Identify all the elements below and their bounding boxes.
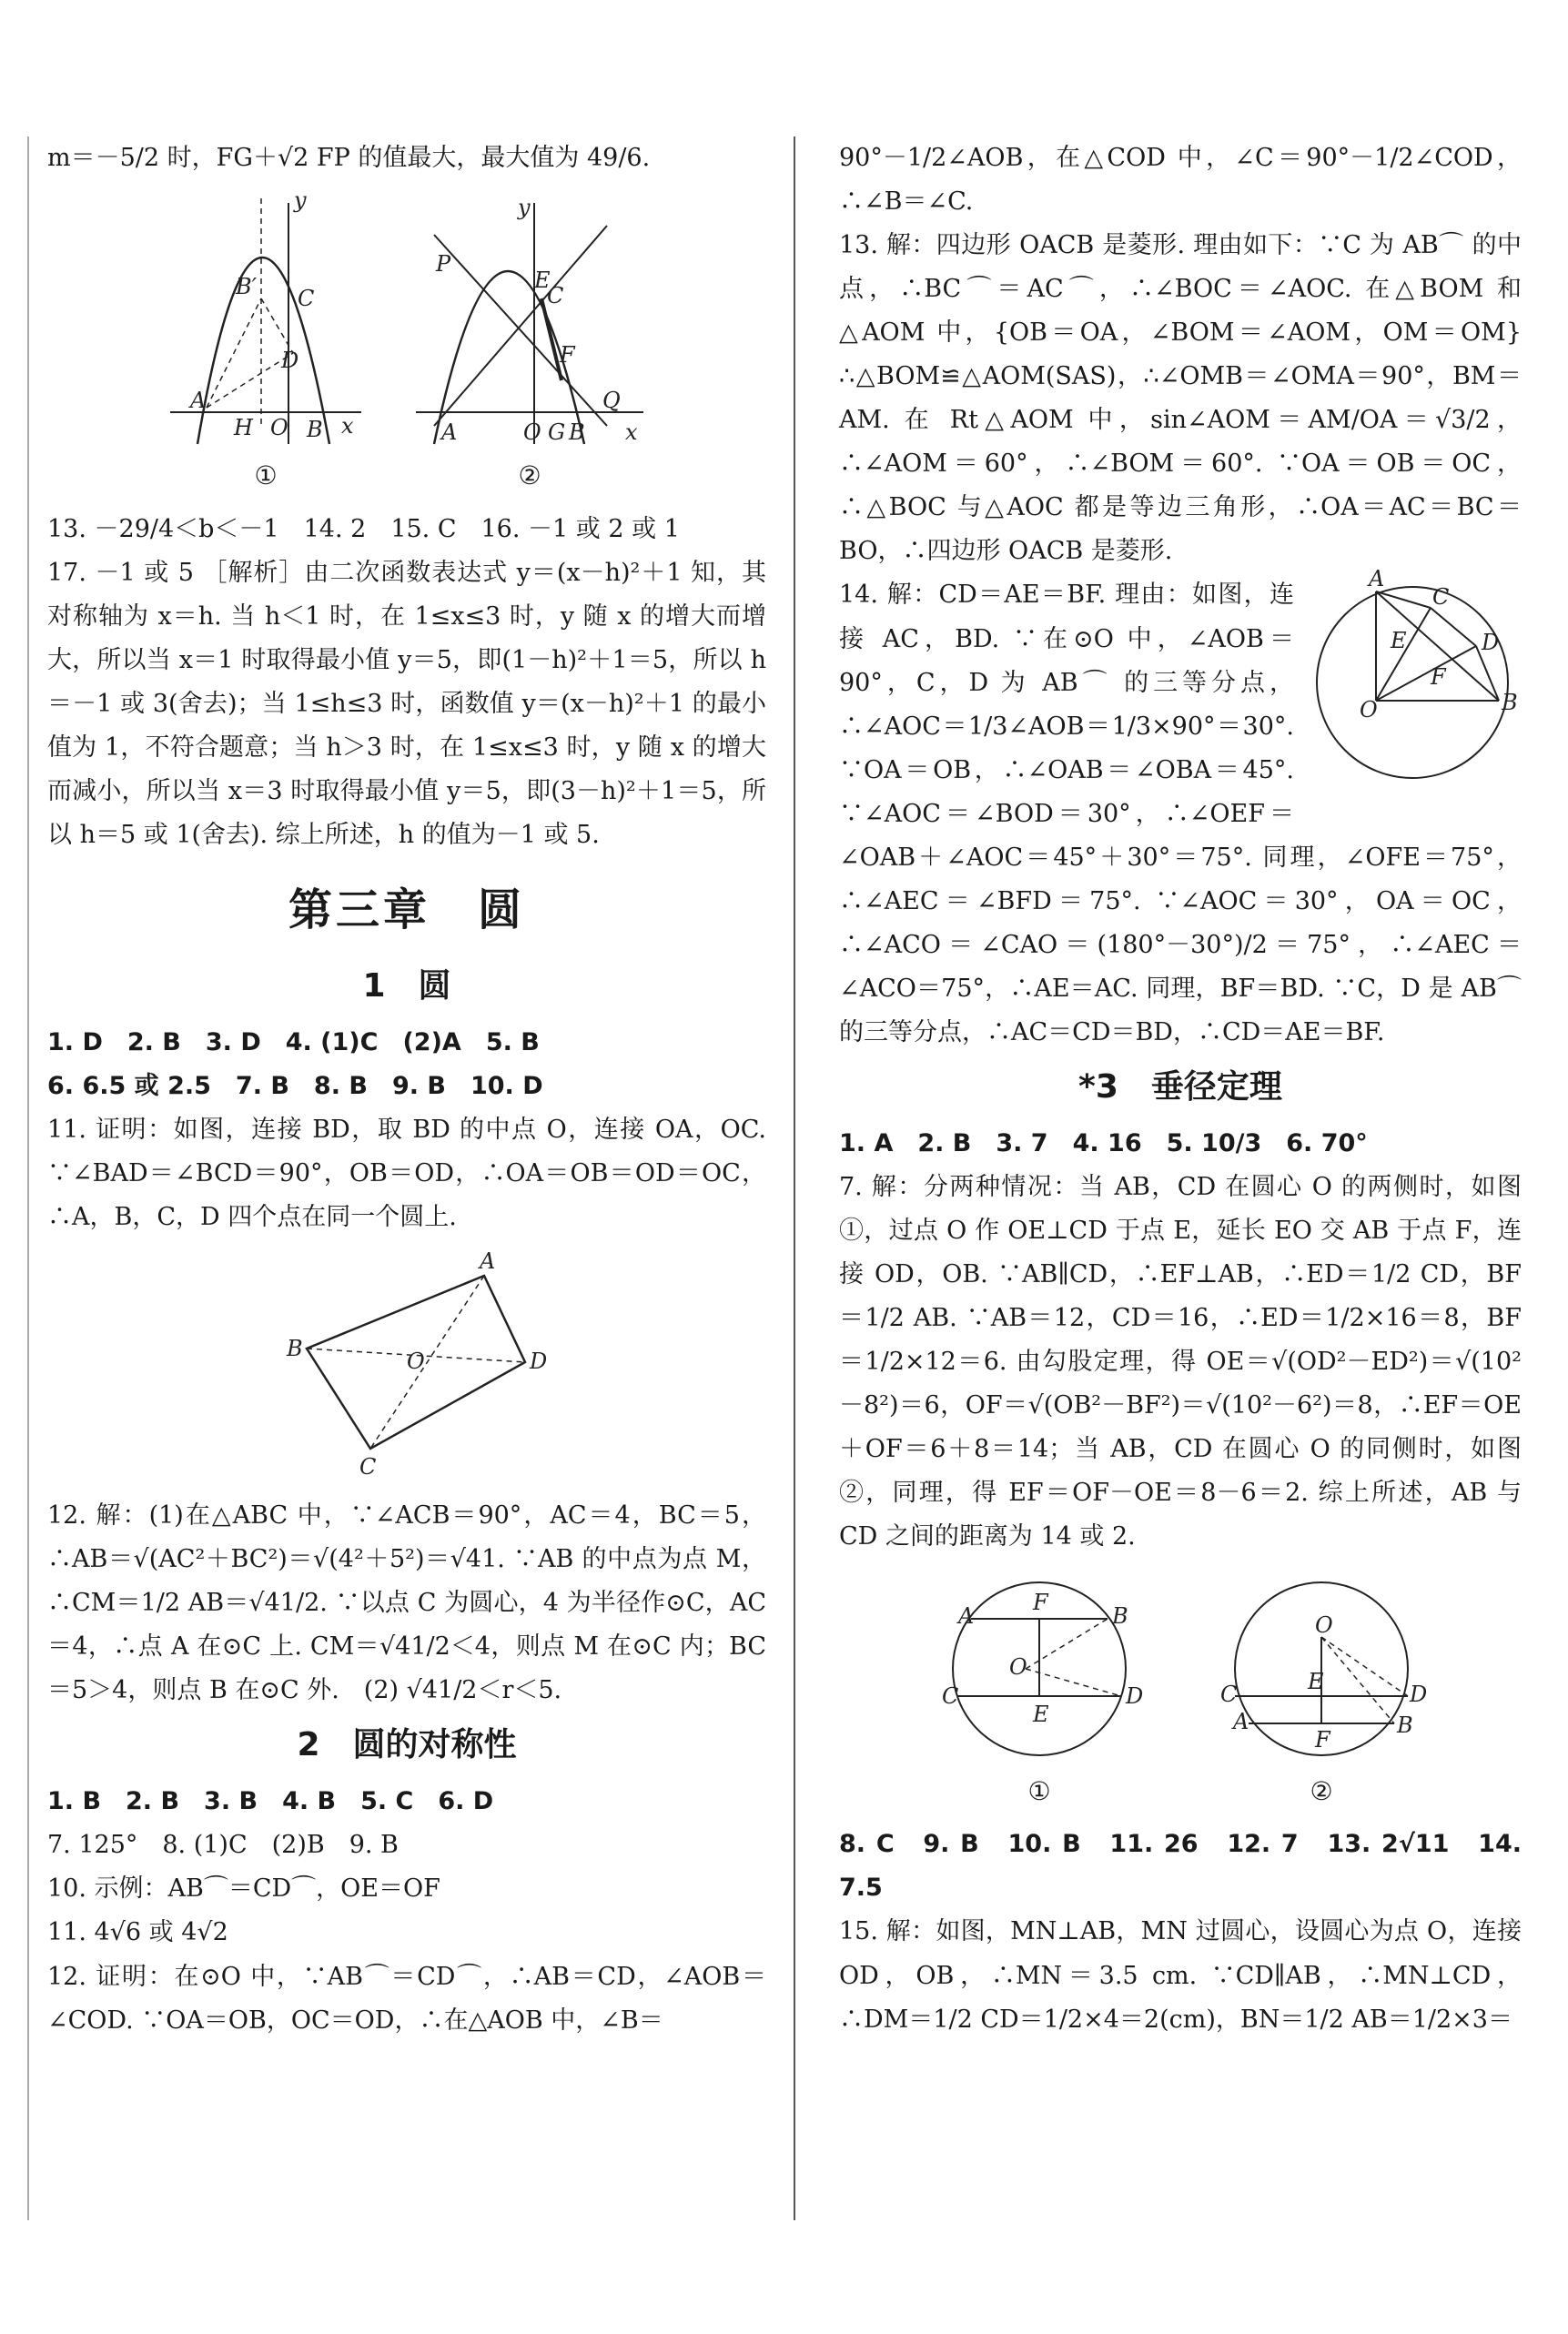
svg-text:y: y bbox=[294, 187, 307, 214]
answer-para: 12. 解：(1)在△ABC 中，∵∠ACB＝90°，AC＝4，BC＝5，∴AB＝√(AC²＋BC²)＝√(4²＋5²)＝√41. ∵AB 的中点为点 M，∴CM＝1/2 AB＝√41/2. ∵以点 C 为圆心，4 为半径作⊙C，AC＝4，∴点 A 在⊙C 上. CM＝√41/2＜4，则点 M 在⊙C 内；BC＝5＞4，则点 B 在⊙C 外. (2) √41/2＜r＜5. bbox=[47, 1501, 766, 1705]
circle-figure-14 bbox=[1303, 566, 1522, 797]
section-title: 2 圆的对称性 bbox=[297, 1726, 517, 1764]
svg-text:D: D bbox=[1126, 1682, 1144, 1709]
figure-1-label: ① bbox=[1027, 1775, 1051, 1806]
svg-text:G: G bbox=[548, 419, 566, 446]
column-divider bbox=[794, 136, 795, 2220]
svg-text:A: A bbox=[441, 419, 458, 446]
svg-text:E: E bbox=[1308, 1668, 1324, 1694]
answer-line: 10. 示例：AB⌒＝CD⌒，OE＝OF bbox=[47, 1874, 440, 1904]
answer-line: 1. D 2. B 3. D 4. (1)C (2)A 5. B bbox=[47, 1027, 540, 1056]
svg-text:O: O bbox=[407, 1349, 425, 1374]
svg-text:A: A bbox=[480, 1248, 496, 1274]
chord-figures bbox=[839, 1569, 1522, 1814]
svg-text:O: O bbox=[1360, 697, 1378, 723]
svg-text:C: C bbox=[359, 1454, 377, 1480]
answer-para: 12. 证明：在⊙O 中，∵AB⌒＝CD⌒，∴AB＝CD，∠AOB＝∠COD. ∵OA＝OB，OC＝OD，∴在△AOB 中，∠B＝ bbox=[47, 1962, 766, 2035]
parabola-figure-1 bbox=[161, 189, 370, 499]
svg-text:O: O bbox=[523, 419, 541, 446]
svg-text:x: x bbox=[625, 419, 638, 446]
figure-2-label: ② bbox=[1310, 1775, 1333, 1806]
svg-text:B: B bbox=[569, 419, 585, 446]
svg-text:C: C bbox=[1220, 1681, 1238, 1707]
answer-para: 14. 解：CD＝AE＝BF. 理由：如图，连接 AC，BD. ∵在⊙O 中，∠AOB＝90°，C，D 为 AB⌒ 的三等分点，∴∠AOC＝1/3∠AOB＝1/3×90°＝30°. ∵OA＝OB，∴∠OAB＝∠OBA＝45°. ∵∠AOC＝∠BOD＝30°，∴∠OEF＝∠OAB＋∠AOC＝45°＋30°＝75°. 同理，∠OFE＝75°，∴∠AEC＝∠BFD＝75°. ∵∠AOC＝30°，OA＝OC，∴∠ACO＝∠CAO＝(180°－30°)/2＝75°，∴∠AEC＝∠ACO＝75°，∴AE＝AC. 同理，BF＝BD. ∵C，D 是 AB⌒ 的三等分点，∴AC＝CD＝BD，∴CD＝AE＝BF. bbox=[839, 581, 1522, 1046]
svg-text:A: A bbox=[1233, 1708, 1249, 1734]
answer-para: 7. 解：分两种情况：当 AB，CD 在圆心 O 的两侧时，如图①，过点 O 作 OE⊥CD 于点 E，延长 EO 交 AB 于点 F，连接 OD，OB. ∵AB∥CD，∴EF⊥AB，∴ED＝1/2 CD，BF＝1/2 AB. ∵AB＝12，CD＝16，∴ED＝1/2×16＝8，BF＝1/2×12＝6. 由勾股定理，得 OE＝√(OD²－ED²)＝√(10²－8²)＝6，OF＝√(OB²－BF²)＝√(10²－6²)＝8，∴EF＝OE＋OF＝6＋8＝14；当 AB，CD 在圆心 O 的同侧时，如图②，同理，得 EF＝OF－OE＝8－6＝2. 综上所述，AB 与 CD 之间的距离为 14 或 2. bbox=[839, 1173, 1522, 1551]
svg-text:F: F bbox=[560, 342, 575, 369]
answer-line: 1. B 2. B 3. B 4. B 5. C 6. D bbox=[47, 1787, 494, 1816]
svg-text:B: B bbox=[1502, 690, 1518, 716]
answer-line: 11. 4√6 或 4√2 bbox=[47, 1918, 228, 1947]
svg-text:B: B bbox=[1397, 1712, 1413, 1738]
svg-text:A: A bbox=[958, 1602, 975, 1629]
svg-text:F: F bbox=[1033, 1589, 1048, 1615]
svg-text:B: B bbox=[307, 417, 323, 443]
svg-text:Q: Q bbox=[602, 388, 621, 414]
svg-text:B: B bbox=[287, 1336, 303, 1361]
section-title: *3 垂径定理 bbox=[1078, 1067, 1282, 1106]
svg-text:O: O bbox=[1009, 1653, 1027, 1680]
figure-1-label: ① bbox=[254, 460, 278, 491]
section-title: 1 圆 bbox=[362, 966, 451, 1005]
svg-text:O: O bbox=[1315, 1612, 1333, 1638]
parabola-figures bbox=[47, 189, 766, 499]
svg-text:O: O bbox=[270, 415, 288, 441]
answer-para: 11. 证明：如图，连接 BD，取 BD 的中点 O，连接 OA，OC. ∵∠BAD＝∠BCD＝90°，OB＝OD，∴OA＝OB＝OD＝OC，∴A，B，C，D 四个点在同一个圆上. bbox=[47, 1115, 766, 1231]
svg-text:H: H bbox=[234, 415, 253, 441]
svg-text:F: F bbox=[1431, 664, 1446, 691]
answer-para: 13. 解：四边形 OACB 是菱形. 理由如下：∵C 为 AB⌒ 的中点，∴BC⌒＝AC⌒，∴∠BOC＝∠AOC. 在△BOM 和△AOM 中，{OB＝OA，∠BOM＝∠AOM，OM＝OM} ∴△BOM≌△AOM(SAS)，∴∠OMB＝∠OMA＝90°，BM＝AM. 在 Rt△AOM 中，sin∠AOM＝AM/OA＝√3/2，∴∠AOM＝60°，∴∠BOM＝60°. ∵OA＝OB＝OC，∴△BOC 与△AOC 都是等边三角形，∴OA＝AC＝BC＝BO，∴四边形 OACB 是菱形. bbox=[839, 231, 1522, 566]
answer-line: 8. C 9. B 10. B 11. 26 12. 7 13. 2√11 14. 7.5 bbox=[839, 1830, 1522, 1903]
svg-text:B: B bbox=[1112, 1602, 1128, 1629]
answer-para: 17. －1 或 5 ［解析］由二次函数表达式 y＝(x－h)²＋1 知，其对称轴为 x＝h. 当 h＜1 时，在 1≤x≤3 时，y 随 x 的增大而增大，所以当 x＝1 时取得最小值 y＝5，即(1－h)²＋1＝5，所以 h＝－1 或 3(舍去)；当 1≤h≤3 时，函数值 y＝(x－h)²＋1 的最小值为 1，不符合题意；当 h＞3 时，在 1≤x≤3 时，y 随 x 的增大而减小，所以当 x＝3 时取得最小值 y＝5，即(3－h)²＋1＝5，所以 h＝5 或 1(舍去). 综上所述，h 的值为－1 或 5. bbox=[47, 558, 766, 850]
svg-text:D: D bbox=[1410, 1681, 1428, 1707]
chord-figure-2 bbox=[1217, 1569, 1426, 1814]
answer-para: m＝－5/2 时，FG＋√2 FP 的值最大，最大值为 49/6. bbox=[47, 144, 651, 172]
svg-text:B′: B′ bbox=[236, 274, 258, 300]
figure-2-label: ② bbox=[518, 460, 541, 491]
svg-text:D: D bbox=[281, 348, 299, 374]
answer-line: 13. －29/4＜b＜－1 14. 2 15. C 16. －1 或 2 或 1 bbox=[47, 514, 680, 543]
right-column bbox=[839, 136, 1522, 2042]
svg-text:F: F bbox=[1315, 1726, 1330, 1753]
svg-text:E: E bbox=[1391, 628, 1407, 654]
quadrilateral-figure bbox=[47, 1248, 766, 1485]
svg-text:E: E bbox=[1033, 1701, 1049, 1727]
answer-para: 90°－1/2∠AOB，在△COD 中，∠C＝90°－1/2∠COD，∴∠B＝∠C. bbox=[839, 144, 1522, 217]
svg-text:A: A bbox=[1369, 566, 1385, 592]
answer-line: 7. 125° 8. (1)C (2)B 9. B bbox=[47, 1831, 399, 1860]
left-margin-rule bbox=[27, 136, 29, 2220]
svg-text:A: A bbox=[190, 388, 207, 414]
svg-text:C: C bbox=[1432, 584, 1450, 611]
svg-text:x: x bbox=[341, 413, 354, 440]
svg-text:y: y bbox=[518, 195, 531, 221]
svg-text:E: E bbox=[534, 268, 551, 294]
svg-text:C: C bbox=[942, 1682, 959, 1709]
parabola-figure-2 bbox=[407, 189, 652, 499]
answer-line: 6. 6.5 或 2.5 7. B 8. B 9. B 10. D bbox=[47, 1071, 543, 1100]
svg-text:C: C bbox=[298, 286, 315, 312]
svg-text:P: P bbox=[436, 251, 451, 278]
chord-figure-1 bbox=[935, 1569, 1144, 1814]
answer-para: 15. 解：如图，MN⊥AB，MN 过圆心，设圆心为点 O，连接 OD，OB，∴MN＝3.5 cm. ∵CD∥AB，∴MN⊥CD，∴DM＝1/2 CD＝1/2×4＝2(cm)，BN＝1/2 AB＝1/2×3＝ bbox=[839, 1917, 1522, 2034]
svg-text:C: C bbox=[547, 283, 564, 309]
chapter-title: 第三章 圆 bbox=[288, 884, 525, 936]
svg-text:D: D bbox=[1482, 630, 1500, 656]
svg-text:D: D bbox=[530, 1349, 548, 1374]
answer-line: 1. A 2. B 3. 7 4. 16 5. 10/3 6. 70° bbox=[839, 1129, 1368, 1158]
left-column bbox=[47, 136, 766, 2043]
